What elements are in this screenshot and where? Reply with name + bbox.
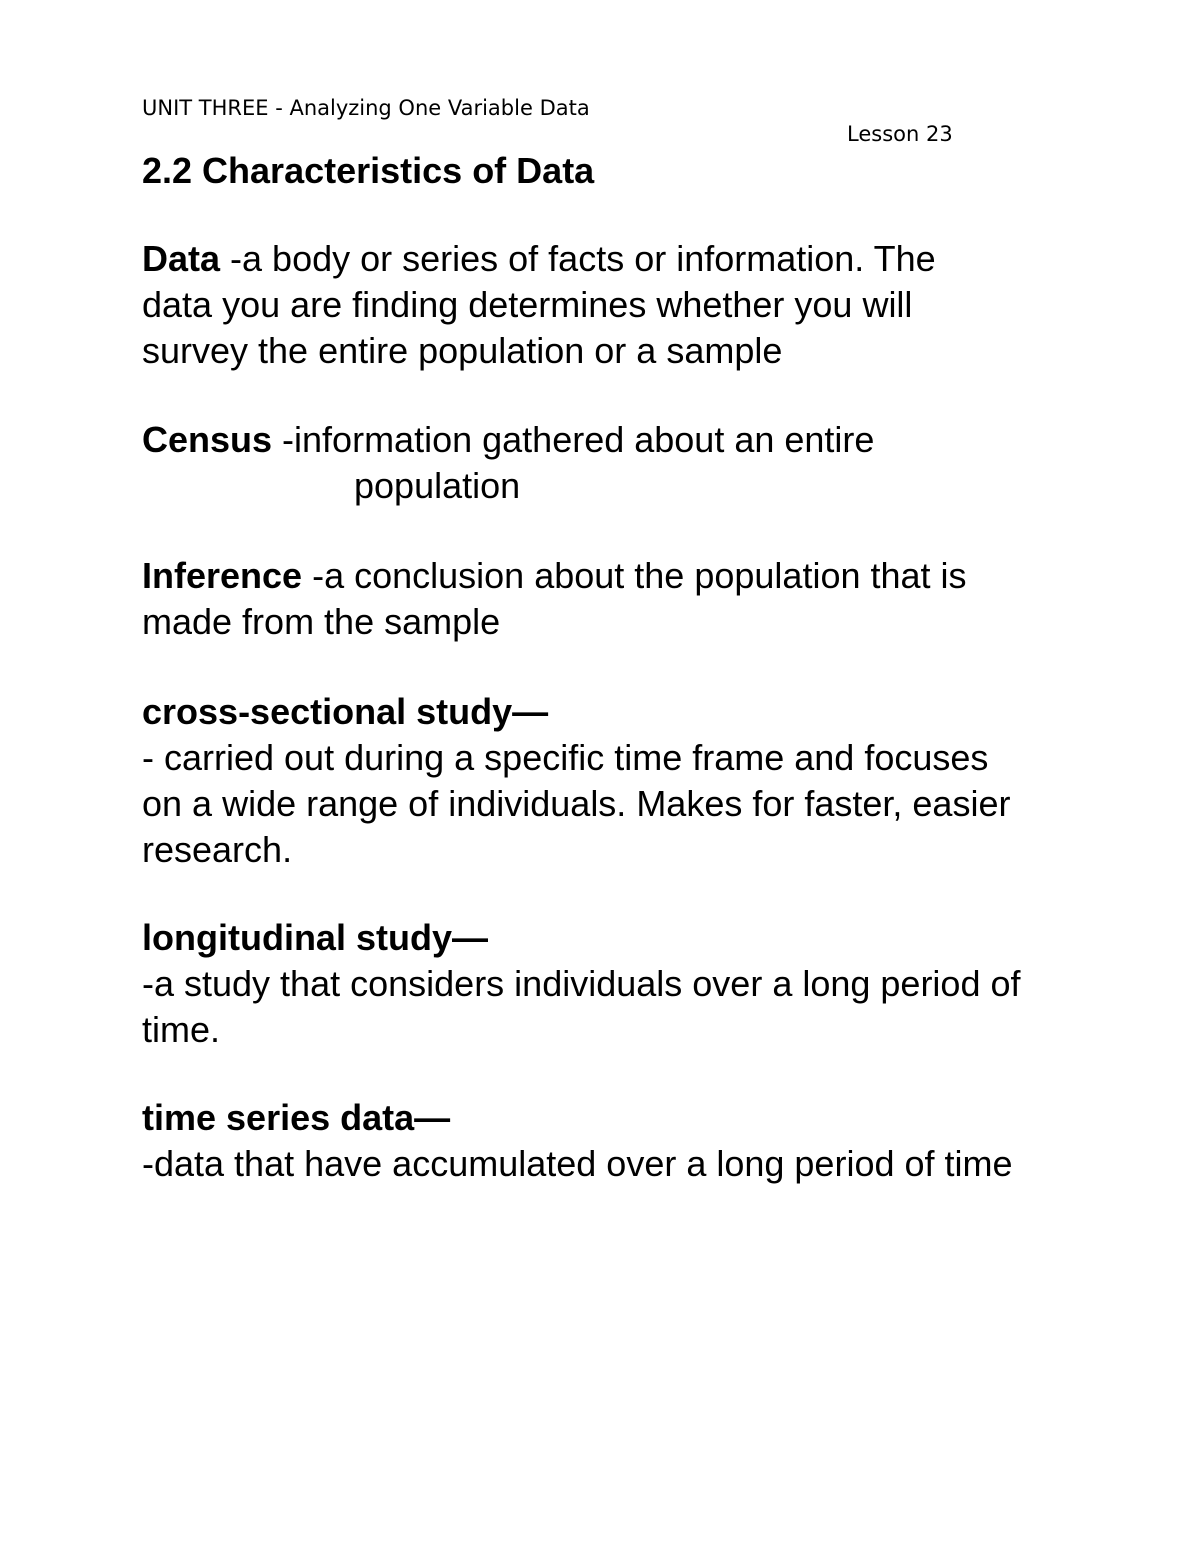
definition-text: -data that have accumulated over a long period of time bbox=[142, 1143, 1013, 1184]
definition-line bbox=[142, 417, 1142, 463]
definition-text: time. bbox=[142, 1009, 221, 1050]
definition-longitudinal-study bbox=[142, 915, 1142, 1053]
definition-text: - carried out during a specific time frame and focuses bbox=[142, 737, 989, 778]
definition-text: made from the sample bbox=[142, 601, 501, 642]
definition-text: population bbox=[354, 465, 521, 506]
definition-term: Inference bbox=[142, 555, 303, 596]
definition-text: research. bbox=[142, 829, 293, 870]
definition-line bbox=[142, 236, 1142, 282]
definition-inference bbox=[142, 553, 1142, 645]
definition-text: on a wide range of individuals. Makes for faster, easier bbox=[142, 783, 1011, 824]
definition-line bbox=[142, 553, 1142, 599]
unit-header: UNIT THREE - Analyzing One Variable Data bbox=[142, 96, 590, 120]
page-title: 2.2 Characteristics of Data bbox=[142, 150, 595, 191]
definition-time-series-data bbox=[142, 1095, 1142, 1187]
definition-data bbox=[142, 236, 1142, 374]
definition-text: -a body or series of facts or information. The bbox=[220, 238, 936, 279]
definition-census bbox=[142, 417, 1142, 509]
definition-term: longitudinal study— bbox=[142, 917, 488, 958]
definition-text: data you are finding determines whether you will bbox=[142, 284, 913, 325]
definition-text: survey the entire population or a sample bbox=[142, 330, 783, 371]
definition-term: cross-sectional study— bbox=[142, 691, 549, 732]
definition-term: time series data— bbox=[142, 1097, 451, 1138]
definition-text: -information gathered about an entire bbox=[272, 419, 875, 460]
definition-text: -a study that considers individuals over a long period of bbox=[142, 963, 1021, 1004]
definition-term: Data bbox=[142, 238, 221, 279]
definition-term: Census bbox=[142, 419, 273, 460]
definition-text: -a conclusion about the population that is bbox=[302, 555, 967, 596]
lesson-number: Lesson 23 bbox=[847, 122, 953, 146]
definition-cross-sectional-study bbox=[142, 689, 1142, 873]
